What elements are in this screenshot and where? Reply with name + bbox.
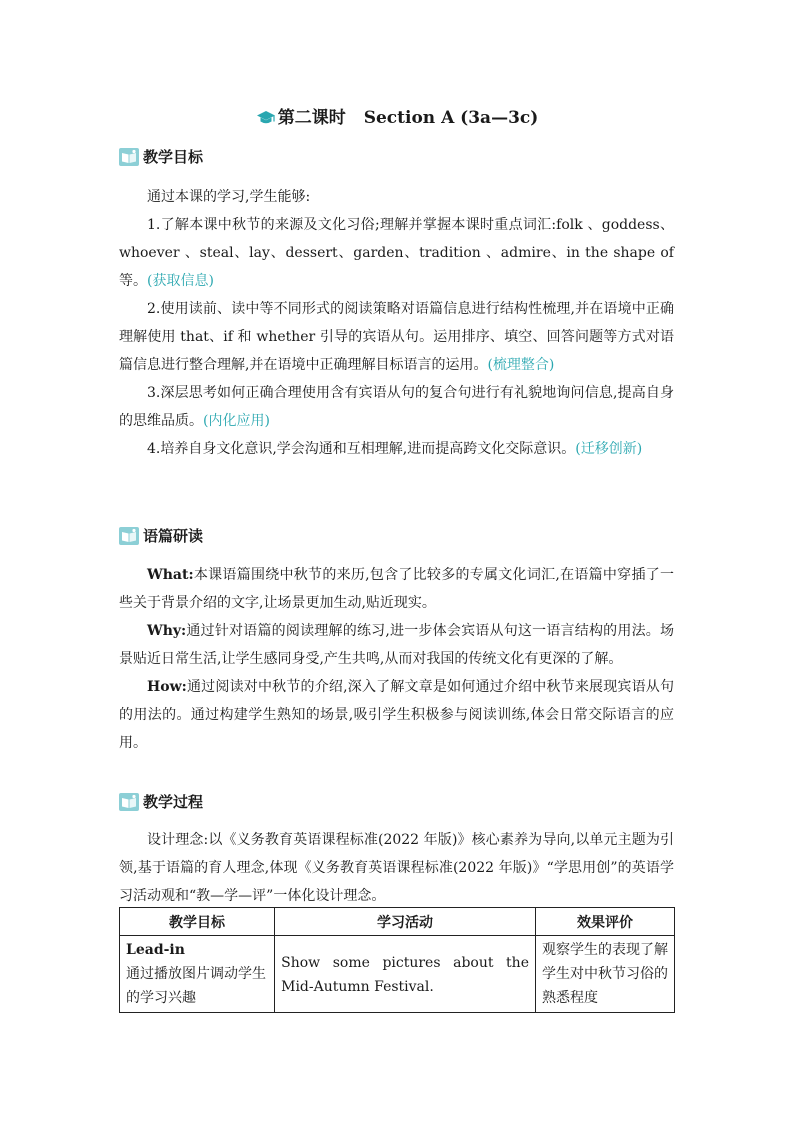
- column-header: 教学目标: [120, 908, 275, 936]
- goal-cell: [120, 936, 275, 1013]
- section-header-analysis: [119, 524, 203, 548]
- section-header-objectives: [119, 145, 203, 169]
- column-header: 效果评价: [535, 908, 674, 936]
- stage-label: Lead-in: [126, 942, 185, 958]
- objective-item: 3.深层思考如何正确合理使用含有宾语从句的复合句进行有礼貌地询问信息,提高自身的思维品质。(内化应用): [119, 385, 674, 429]
- analysis-why: Why:通过针对语篇的阅读理解的练习,进一步体会宾语从句这一语言结构的用法。场景贴近日常生活,让学生感同身受,产生共鸣,从而对我国的传统文化有更深的了解。: [119, 623, 674, 667]
- objective-tag: (迁移创新): [575, 441, 643, 457]
- lesson-title: [0, 106, 794, 133]
- process-block: [119, 826, 674, 910]
- activity-cell: Show some pictures about the Mid-Autumn Festival.: [275, 936, 536, 1013]
- analysis-how: How:通过阅读对中秋节的介绍,深入了解文章是如何通过介绍中秋节来展现宾语从句的用法的。通过构建学生熟知的场景,吸引学生积极参与阅读训练,体会日常交际语言的应用。: [119, 679, 674, 751]
- lesson-number: 第二课时: [277, 108, 346, 128]
- objective-item: 1.了解本课中秋节的来源及文化习俗;理解并掌握本课时重点词汇:folk 、goddess、whoever 、steal、lay、dessert、garden、tradition 、admire、in the shape of 等。(获取信息): [119, 217, 674, 289]
- objective-tag: (梳理整合): [487, 357, 555, 373]
- objective-item: 2.使用读前、读中等不同形式的阅读策略对语篇信息进行结构性梳理,并在语境中正确理解使用 that、if 和 whether 引导的宾语从句。运用排序、填空、回答问题等方式对语篇信息进行整合理解,并在语境中正确理解目标语言的运用。(梳理整合): [119, 301, 674, 373]
- section-title: 教学目标: [143, 148, 204, 166]
- evaluation-cell: 观察学生的表现了解学生对中秋节习俗的熟悉程度: [535, 936, 674, 1013]
- objective-item: 4.培养自身文化意识,学会沟通和互相理解,进而提高跨文化交际意识。(迁移创新): [147, 441, 643, 457]
- table-row: [120, 936, 675, 1013]
- section-title: 教学过程: [143, 793, 204, 811]
- section-title: 语篇研读: [143, 527, 204, 545]
- table-header-row: [120, 908, 675, 936]
- objective-tag: (内化应用): [203, 413, 270, 429]
- open-book-icon: [119, 148, 139, 166]
- lesson-section: Section A (3a—3c): [363, 108, 539, 128]
- lesson-plan-table: [119, 907, 675, 1013]
- analysis-block: [119, 561, 674, 757]
- column-header: 学习活动: [275, 908, 536, 936]
- open-book-icon: [119, 793, 139, 811]
- section-header-process: [119, 790, 203, 814]
- graduation-cap-icon: [256, 109, 276, 133]
- objective-tag: (获取信息): [147, 273, 214, 289]
- objectives-intro: 通过本课的学习,学生能够:: [147, 189, 311, 205]
- design-concept: 设计理念:以《义务教育英语课程标准(2022 年版)》核心素养为导向,以单元主题为引领,基于语篇的育人理念,体现《义务教育英语课程标准(2022 年版)》“学思用创”的英语学习活动观和“教—学—评”一体化设计理念。: [119, 832, 674, 904]
- open-book-icon: [119, 527, 139, 545]
- analysis-what: What:本课语篇围绕中秋节的来历,包含了比较多的专属文化词汇,在语篇中穿插了一些关于背景介绍的文字,让场景更加生动,贴近现实。: [119, 567, 674, 611]
- goal-text: 通过播放图片调动学生的学习兴趣: [126, 966, 266, 1006]
- objectives-block: [119, 183, 674, 463]
